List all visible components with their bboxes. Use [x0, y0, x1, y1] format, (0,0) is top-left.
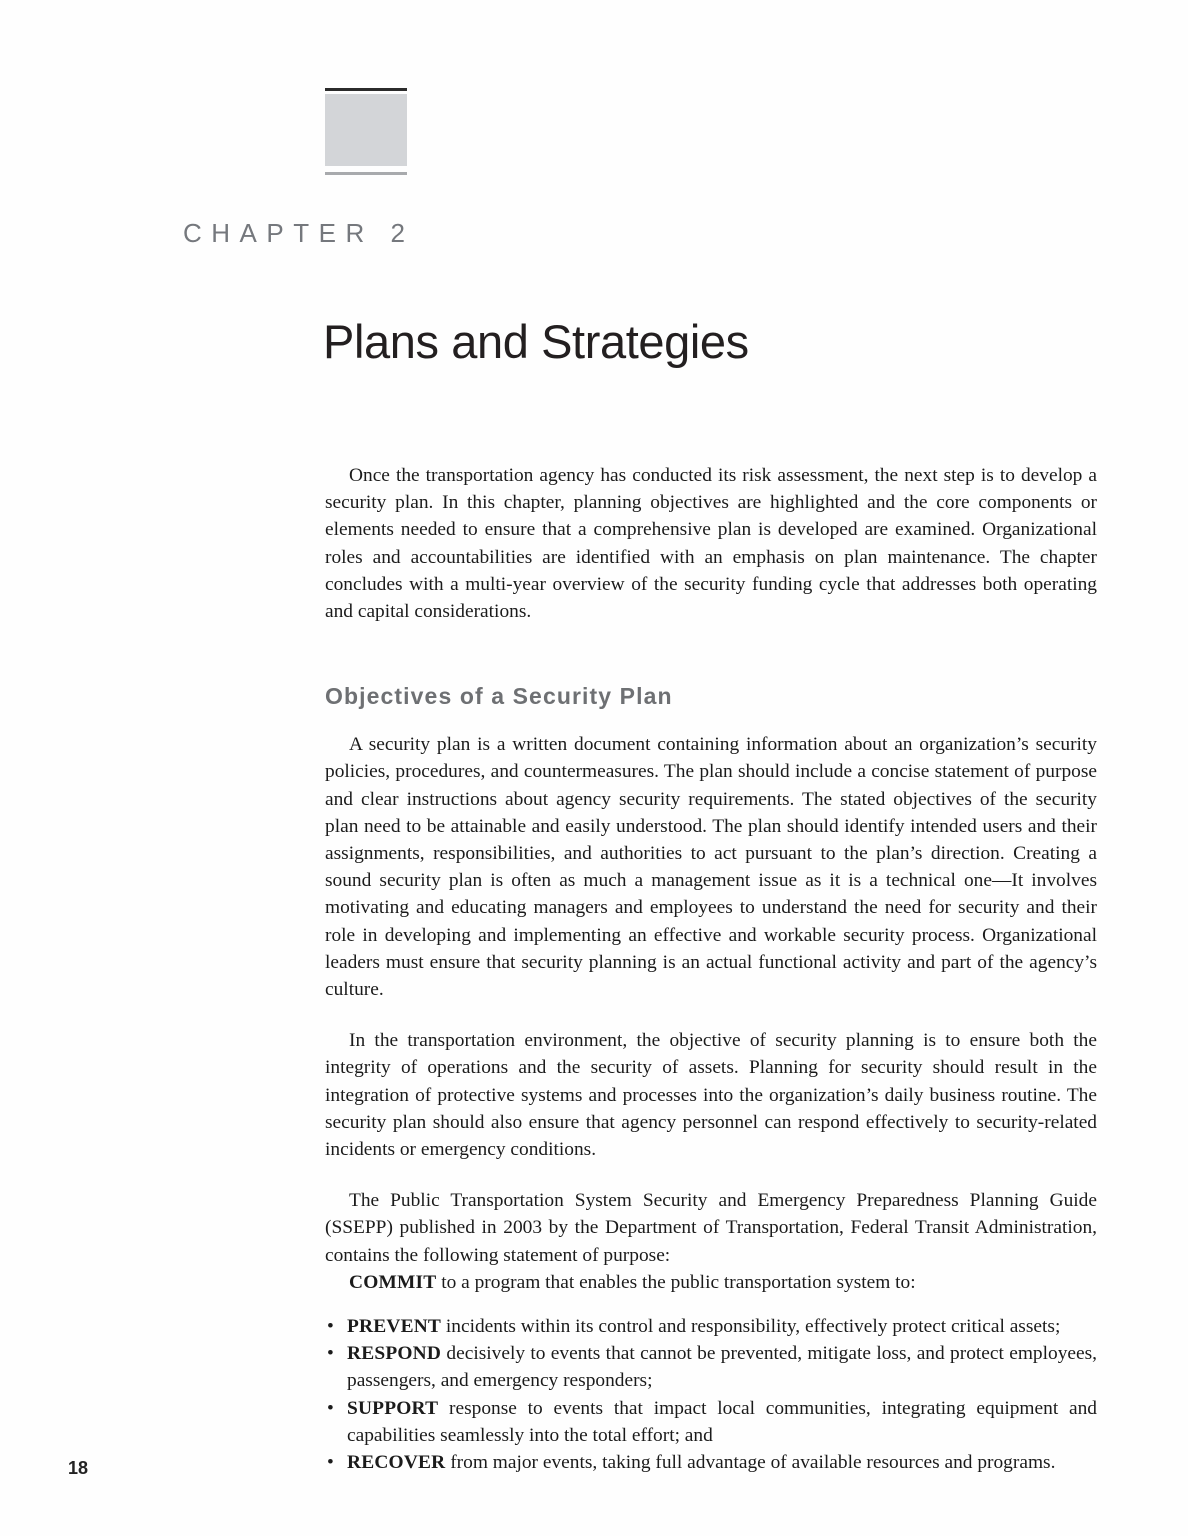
- bullet-lead: PREVENT: [347, 1316, 442, 1338]
- commit-lead: COMMIT: [349, 1271, 437, 1293]
- commit-bullet-list: [325, 1313, 1097, 1476]
- chapter-label: CHAPTER 2: [183, 218, 415, 248]
- list-item: [325, 1449, 1097, 1476]
- list-item: [325, 1395, 1097, 1449]
- list-item: [325, 1340, 1097, 1394]
- section-paragraph-3: The Public Transportation System Security and Emergency Preparedness Planning Guide (SSEPP) published in 2003 by the Department of Transportation, Federal Transit Administration, contains the following statement of purpose:: [325, 1190, 1097, 1266]
- commit-rest: to a program that enables the public transportation system to:: [436, 1271, 916, 1293]
- rule-top: [325, 88, 407, 91]
- page-number: 18: [68, 1458, 89, 1478]
- section-paragraph-1: A security plan is a written document containing information about an organization’s security policies, procedures, and countermeasures. The plan should include a concise statement of purpose and clear instructions about agency security requirements. The stated objectives of the security plan need to be attainable and easily understood. The plan should identify intended users and their assignments, responsibilities, and authorities to act pursuant to the plan’s direction. Creating a sound security plan is often as much a management issue as it is a technical one—It involves motivating and educating managers and employees to understand the need for security and their role in developing and implementing an effective and workable security process. Organizational leaders must ensure that security planning is an actual functional activity and part of the agency’s culture.: [325, 734, 1097, 1001]
- bullet-text: response to events that impact local communities, integrating equipment and capabilities seamlessly into the total effort; and: [347, 1397, 1097, 1446]
- section-heading-block: [325, 682, 1097, 710]
- section-heading: Objectives of a Security Plan: [325, 683, 673, 710]
- rule-bottom: [325, 172, 407, 175]
- bullet-text: decisively to events that cannot be prevented, mitigate loss, and protect employees, passengers, and emergency responders;: [347, 1343, 1097, 1392]
- section-paragraph-2: In the transportation environment, the objective of security planning is to ensure both the integrity of operations and the security of assets. Planning for security should result in the integration of protective systems and processes into the organization’s daily business routine. The security plan should also ensure that agency personnel can respond effectively to security-related incidents or emergency conditions.: [325, 1030, 1097, 1161]
- intro-paragraph: Once the transportation agency has conducted its risk assessment, the next step is to develop a security plan. In this chapter, planning objectives are highlighted and the core components or elements needed to ensure that a comprehensive plan is developed are examined. Organizational roles and accountabilities are identified with an emphasis on plan maintenance. The chapter concludes with a multi-year overview of the security funding cycle that addresses both operating and capital considerations.: [325, 465, 1097, 623]
- list-item: [325, 1313, 1097, 1340]
- bullet-icon: •: [327, 1343, 334, 1365]
- bullet-icon: •: [327, 1316, 334, 1338]
- text-column: [325, 462, 1097, 1476]
- bullet-text: incidents within its control and responsibility, effectively protect critical assets;: [441, 1316, 1061, 1338]
- bullet-lead: SUPPORT: [347, 1397, 439, 1419]
- bullet-icon: •: [327, 1397, 334, 1419]
- bullet-text: from major events, taking full advantage of available resources and programs.: [445, 1452, 1056, 1474]
- bullet-lead: RESPOND: [347, 1343, 442, 1365]
- page-title: Plans and Strategies: [323, 315, 749, 369]
- bullet-lead: RECOVER: [347, 1452, 446, 1474]
- gray-square-icon: [325, 94, 407, 166]
- chapter-decorative-mark: [325, 88, 407, 175]
- commit-statement: [325, 1269, 1097, 1296]
- bullet-icon: •: [327, 1452, 334, 1474]
